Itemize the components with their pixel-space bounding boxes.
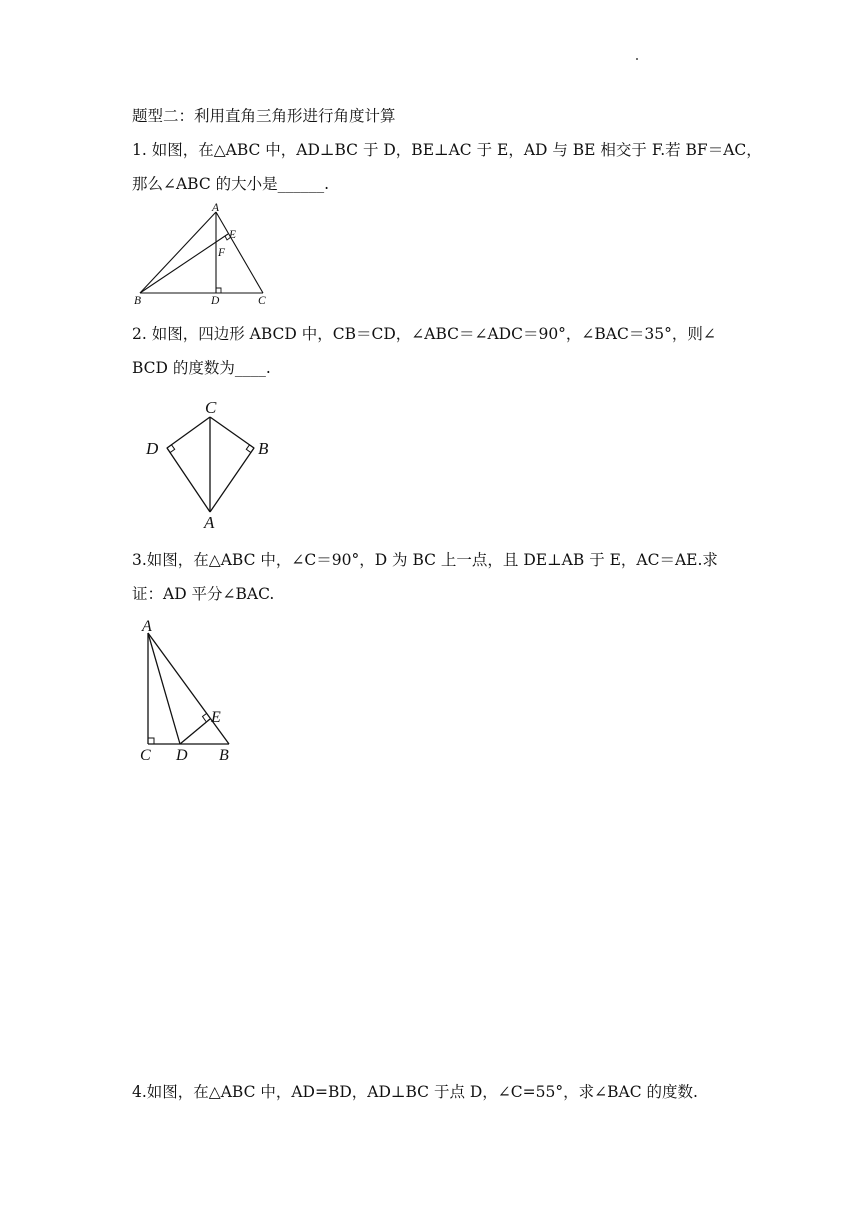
segment-cb: [210, 417, 254, 448]
segment-ba: [210, 448, 254, 512]
label-b: B: [134, 295, 142, 307]
label-b: B: [258, 439, 269, 458]
question-3-line-2: 证：AD 平分∠BAC.: [132, 585, 275, 603]
label-d: D: [211, 295, 220, 307]
segment-da: [167, 448, 210, 512]
question-4-line-1: 4.如图，在△ABC 中，AD=BD，AD⊥BC 于点 D，∠C=55°，求∠BAC 的度数.: [132, 1083, 698, 1101]
segment-ab: [140, 212, 216, 293]
segment-ad: [148, 633, 180, 744]
question-2-line-1: 2. 如图，四边形 ABCD 中，CB＝CD，∠ABC＝∠ADC＝90°，∠BAC＝35°，则∠: [132, 325, 716, 343]
label-f: F: [218, 247, 226, 259]
label-a: A: [204, 513, 215, 532]
label-c: C: [205, 398, 217, 417]
figure-1-triangle: [130, 202, 280, 308]
question-2-line-2: BCD 的度数为____.: [132, 359, 271, 377]
label-c: C: [140, 747, 151, 764]
label-b: B: [219, 747, 229, 764]
right-angle-mark-c: [148, 738, 154, 744]
segment-ab: [148, 633, 229, 744]
label-a: A: [142, 618, 152, 635]
section-title: 题型二：利用直角三角形进行角度计算: [132, 107, 396, 125]
label-a: A: [212, 202, 220, 214]
figure-2-quadrilateral: [140, 396, 280, 532]
label-e: E: [211, 709, 221, 726]
label-e: E: [229, 229, 237, 241]
label-d: D: [146, 439, 159, 458]
segment-be: [140, 234, 228, 293]
question-1-line-2: 那么∠ABC 的大小是______.: [132, 175, 330, 193]
segment-de: [180, 719, 210, 744]
figure-3-right-triangle: [134, 614, 244, 766]
right-angle-mark-e: [203, 714, 207, 722]
question-3-line-1: 3.如图，在△ABC 中，∠C＝90°，D 为 BC 上一点，且 DE⊥AB 于 E，AC＝AE.求: [132, 551, 718, 569]
right-angle-mark-d: [216, 288, 221, 293]
page-mark: [636, 58, 638, 60]
label-d: D: [176, 747, 188, 764]
label-c: C: [258, 295, 266, 307]
question-1-line-1: 1. 如图，在△ABC 中，AD⊥BC 于 D，BE⊥AC 于 E，AD 与 BE 相交于 F.若 BF＝AC，: [132, 141, 762, 159]
segment-cd: [167, 417, 210, 448]
